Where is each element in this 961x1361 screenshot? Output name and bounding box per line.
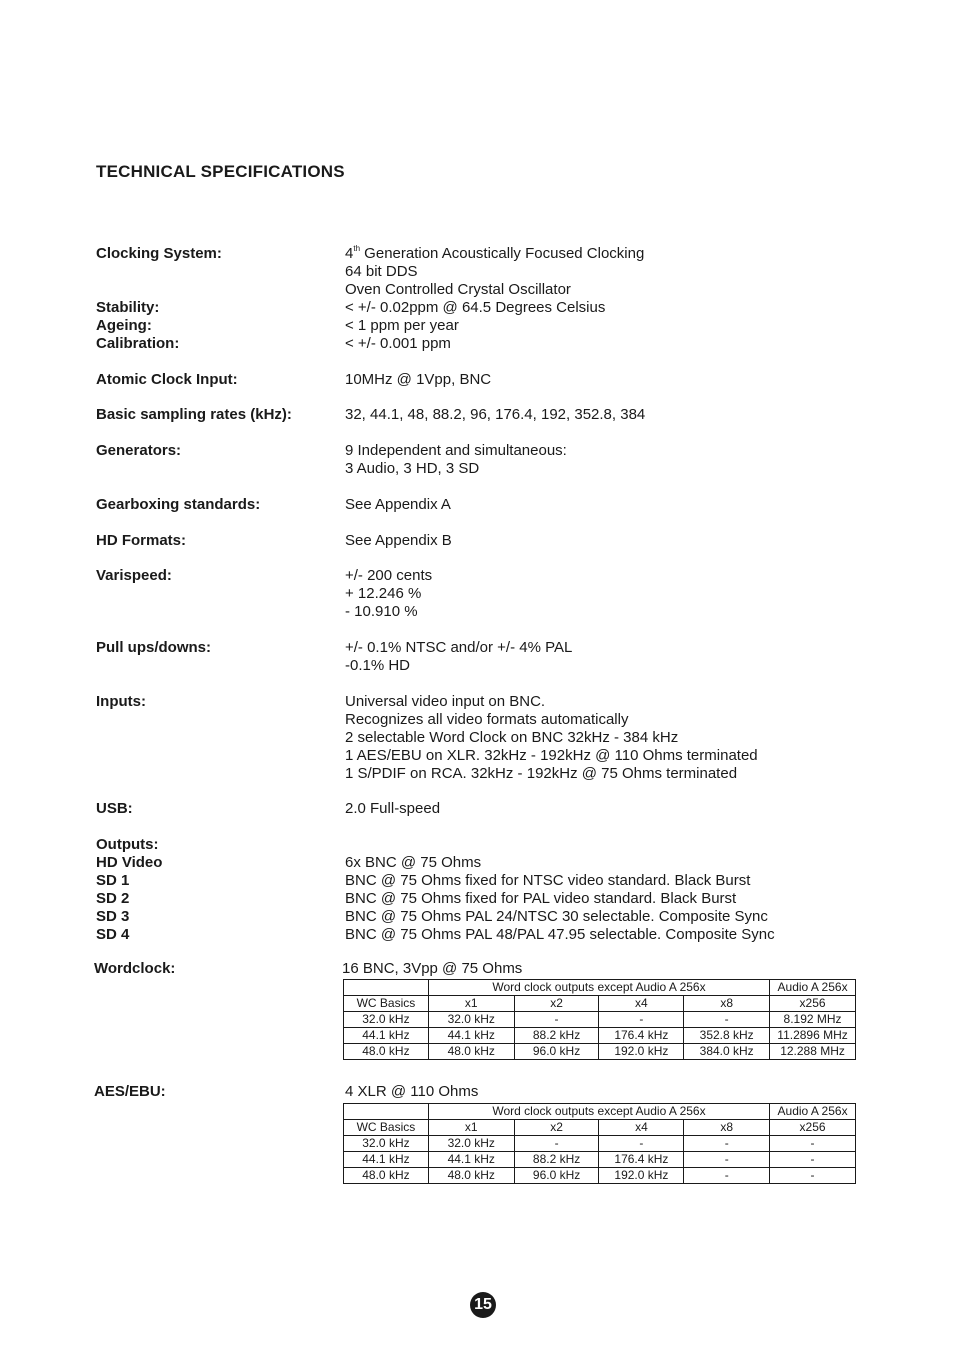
table-cell: - — [770, 1136, 856, 1152]
spec-value: 3 Audio, 3 HD, 3 SD — [345, 460, 480, 477]
spec-value: Recognizes all video formats automatically — [345, 711, 629, 728]
wordclock-table — [343, 979, 856, 1060]
table-cell: 96.0 kHz — [514, 1044, 599, 1060]
table-cell: - — [514, 1136, 599, 1152]
spec-label: Ageing: — [96, 317, 152, 334]
table-group-header: Word clock outputs except Audio A 256x — [428, 980, 769, 996]
table-cell: 176.4 kHz — [599, 1028, 684, 1044]
aes-ebu-table — [343, 1103, 856, 1184]
spec-value: < +/- 0.001 ppm — [345, 335, 451, 352]
spec-value: -0.1% HD — [345, 657, 411, 674]
table-column-header: x4 — [599, 996, 684, 1012]
table-cell: 88.2 kHz — [514, 1152, 599, 1168]
spec-label: Inputs: — [96, 693, 146, 710]
spec-value: < +/- 0.02ppm @ 64.5 Degrees Celsius — [345, 299, 606, 316]
table-cell: 32.0 kHz — [428, 1012, 514, 1028]
spec-value: 16 BNC, 3Vpp @ 75 Ohms — [342, 960, 523, 977]
spec-value: 2.0 Full-speed — [345, 800, 441, 817]
spec-label: USB: — [96, 800, 133, 817]
table-cell: 176.4 kHz — [599, 1152, 684, 1168]
table-row — [344, 1168, 856, 1184]
spec-label: Stability: — [96, 299, 160, 316]
table-cell: 44.1 kHz — [344, 1028, 429, 1044]
table-group-header: Audio A 256x — [770, 1104, 856, 1120]
table-header-row — [344, 980, 856, 996]
table-cell: - — [599, 1136, 684, 1152]
page-title: TECHNICAL SPECIFICATIONS — [96, 162, 345, 181]
table-column-header: x2 — [514, 996, 599, 1012]
table-group-header: Word clock outputs except Audio A 256x — [428, 1104, 769, 1120]
spec-label: Basic sampling rates (kHz): — [96, 406, 292, 423]
spec-label: Outputs: — [96, 836, 159, 853]
table-cell: 44.1 kHz — [344, 1152, 429, 1168]
spec-label: HD Formats: — [96, 532, 187, 549]
spec-value: 1 AES/EBU on XLR. 32kHz - 192kHz @ 110 Ohms terminated — [345, 747, 758, 764]
table-column-header: x8 — [684, 996, 770, 1012]
spec-value: Oven Controlled Crystal Oscillator — [345, 281, 571, 298]
spec-value: + 12.246 % — [345, 585, 422, 602]
table-column-header: x256 — [770, 996, 856, 1012]
table-cell: 32.0 kHz — [428, 1136, 514, 1152]
table-cell: 48.0 kHz — [428, 1168, 514, 1184]
table-row — [344, 1012, 856, 1028]
table-column-header: x1 — [428, 1120, 514, 1136]
spec-value: See Appendix B — [345, 532, 452, 549]
table-cell: 384.0 kHz — [684, 1044, 770, 1060]
table-row — [344, 1152, 856, 1168]
spec-value: 6x BNC @ 75 Ohms — [345, 854, 482, 871]
spec-value: See Appendix A — [345, 496, 451, 513]
table-cell: 48.0 kHz — [428, 1044, 514, 1060]
spec-label: HD Video — [96, 854, 163, 871]
table-cell: - — [684, 1012, 770, 1028]
table-corner-cell — [344, 1104, 429, 1120]
page-number: 15 — [470, 1292, 496, 1318]
spec-value: Universal video input on BNC. — [345, 693, 546, 710]
spec-label: SD 3 — [96, 908, 130, 925]
table-column-header: x1 — [428, 996, 514, 1012]
table-column-header: WC Basics — [344, 996, 429, 1012]
spec-value: BNC @ 75 Ohms PAL 24/NTSC 30 selectable. Composite Sync — [345, 908, 768, 925]
table-cell: 48.0 kHz — [344, 1168, 429, 1184]
spec-value: 4th Generation Acoustically Focused Clocking — [345, 244, 645, 262]
table-cell: - — [684, 1152, 770, 1168]
table-row — [344, 1136, 856, 1152]
spec-value: 2 selectable Word Clock on BNC 32kHz - 384 kHz — [345, 729, 679, 746]
table-column-header: WC Basics — [344, 1120, 429, 1136]
spec-value: 9 Independent and simultaneous: — [345, 442, 567, 459]
table-cell: 12.288 MHz — [770, 1044, 856, 1060]
table-header-row — [344, 1104, 856, 1120]
spec-label: Generators: — [96, 442, 182, 459]
spec-label: Atomic Clock Input: — [96, 371, 238, 388]
spec-label: AES/EBU: — [94, 1083, 166, 1100]
table-cell: - — [770, 1168, 856, 1184]
table-row — [344, 1028, 856, 1044]
spec-value: BNC @ 75 Ohms fixed for PAL video standard. Black Burst — [345, 890, 737, 907]
spec-label: SD 1 — [96, 872, 130, 889]
spec-label: SD 4 — [96, 926, 130, 943]
table-column-header: x4 — [599, 1120, 684, 1136]
table-cell: - — [770, 1152, 856, 1168]
spec-label: Wordclock: — [94, 960, 176, 977]
spec-value: 64 bit DDS — [345, 263, 418, 280]
table-cell: - — [599, 1012, 684, 1028]
spec-value: +/- 0.1% NTSC and/or +/- 4% PAL — [345, 639, 573, 656]
table-cell: - — [684, 1136, 770, 1152]
table-header-row — [344, 996, 856, 1012]
spec-value: BNC @ 75 Ohms fixed for NTSC video standard. Black Burst — [345, 872, 751, 889]
spec-label: Calibration: — [96, 335, 180, 352]
table-cell: - — [514, 1012, 599, 1028]
table-cell: 96.0 kHz — [514, 1168, 599, 1184]
table-cell: 11.2896 MHz — [770, 1028, 856, 1044]
spec-value: < 1 ppm per year — [345, 317, 459, 334]
table-group-header: Audio A 256x — [770, 980, 856, 996]
table-cell: 32.0 kHz — [344, 1012, 429, 1028]
spec-value: 1 S/PDIF on RCA. 32kHz - 192kHz @ 75 Ohms terminated — [345, 765, 738, 782]
table-cell: 352.8 kHz — [684, 1028, 770, 1044]
spec-label: SD 2 — [96, 890, 130, 907]
spec-value: 32, 44.1, 48, 88.2, 96, 176.4, 192, 352.8, 384 — [345, 406, 646, 423]
table-row — [344, 1044, 856, 1060]
table-column-header: x2 — [514, 1120, 599, 1136]
spec-label: Varispeed: — [96, 567, 172, 584]
table-cell: 44.1 kHz — [428, 1028, 514, 1044]
table-column-header: x8 — [684, 1120, 770, 1136]
spec-value: 4 XLR @ 110 Ohms — [345, 1083, 479, 1100]
table-cell: 192.0 kHz — [599, 1044, 684, 1060]
spec-label: Pull ups/downs: — [96, 639, 211, 656]
table-cell: 44.1 kHz — [428, 1152, 514, 1168]
spec-value: +/- 200 cents — [345, 567, 433, 584]
spec-value: - 10.910 % — [345, 603, 418, 620]
table-corner-cell — [344, 980, 429, 996]
table-cell: 48.0 kHz — [344, 1044, 429, 1060]
spec-label: Gearboxing standards: — [96, 496, 261, 513]
table-cell: 192.0 kHz — [599, 1168, 684, 1184]
table-cell: 8.192 MHz — [770, 1012, 856, 1028]
spec-value: BNC @ 75 Ohms PAL 48/PAL 47.95 selectable. Composite Sync — [345, 926, 775, 943]
table-cell: 88.2 kHz — [514, 1028, 599, 1044]
table-header-row — [344, 1120, 856, 1136]
spec-value: 10MHz @ 1Vpp, BNC — [345, 371, 492, 388]
table-cell: 32.0 kHz — [344, 1136, 429, 1152]
spec-label: Clocking System: — [96, 245, 222, 262]
table-cell: - — [684, 1168, 770, 1184]
table-column-header: x256 — [770, 1120, 856, 1136]
